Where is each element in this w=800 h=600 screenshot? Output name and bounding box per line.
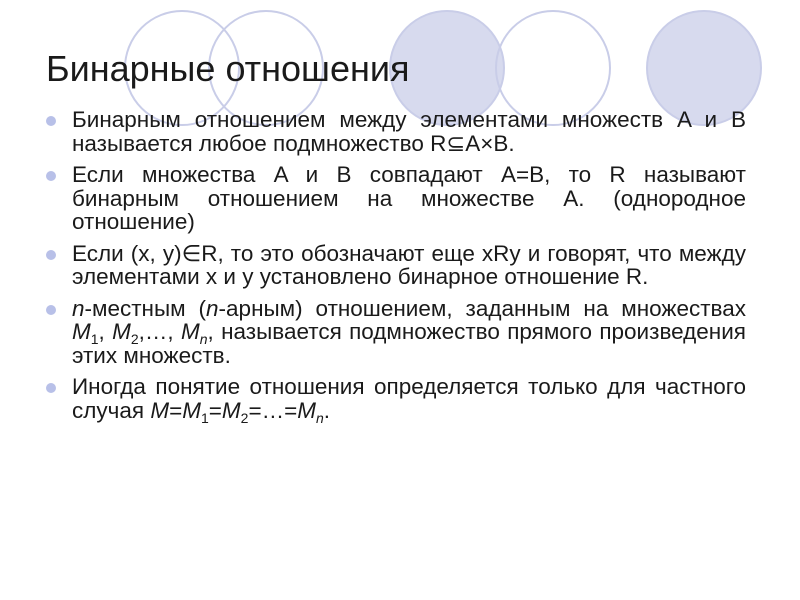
text-segment: 1 [200, 409, 209, 426]
text-segment: -местным ( [84, 295, 207, 321]
bullet-dot-icon [46, 116, 56, 126]
bullet-text [72, 296, 746, 368]
bullet-text: Если (x, y)∈R, то это обозначают еще xRy и говорят, что между элементами x и y установлено бинарное отношение R. [72, 240, 746, 289]
text-segment: M [221, 397, 241, 423]
bullet-dot-icon [46, 383, 56, 393]
bullet-list [46, 108, 746, 430]
text-segment: M [72, 319, 91, 344]
text-segment: , [98, 319, 113, 344]
bullet-dot-icon [46, 250, 56, 260]
text-segment: . [323, 397, 331, 423]
text-segment: -арным) отношением, заданным на множествах [218, 295, 747, 321]
text-segment: , называется подмножество прямого произведения этих множеств. [72, 319, 746, 368]
text-segment: M [297, 397, 316, 423]
text-segment: = [208, 397, 222, 423]
text-segment: 2 [240, 409, 249, 426]
text-segment: n [72, 295, 85, 321]
text-segment: =…= [248, 397, 298, 423]
text-segment: ,…, [138, 319, 181, 344]
bullet-dot-icon [46, 171, 56, 181]
text-segment: n [206, 295, 219, 321]
text-segment: n [199, 331, 208, 347]
bullet-text: Если множества A и B совпадают A=B, то R называют бинарным отношением на множестве A. (однородное отношение) [72, 162, 746, 234]
bullet-item [46, 108, 746, 155]
bullet-item [46, 374, 746, 426]
bullet-dot-icon [46, 305, 56, 315]
text-segment: 2 [130, 331, 139, 347]
text-segment: Иногда понятие отношения определяется только для частного случая [72, 374, 746, 423]
bullet-text [72, 374, 746, 426]
text-segment: M [182, 397, 201, 423]
bullet-item [46, 242, 746, 289]
text-segment: = [169, 397, 183, 423]
bullet-item [46, 297, 746, 368]
text-segment: 1 [90, 331, 99, 347]
slide-title: Бинарные отношения [46, 48, 410, 89]
bullet-text: Бинарным отношением между элементами множеств A и B называется любое подмножество R⊆A×B. [72, 107, 746, 156]
bullet-item [46, 163, 746, 234]
text-segment: n [315, 409, 324, 426]
text-segment: M [181, 319, 200, 344]
text-segment: M [150, 397, 170, 423]
text-segment: M [112, 319, 131, 344]
